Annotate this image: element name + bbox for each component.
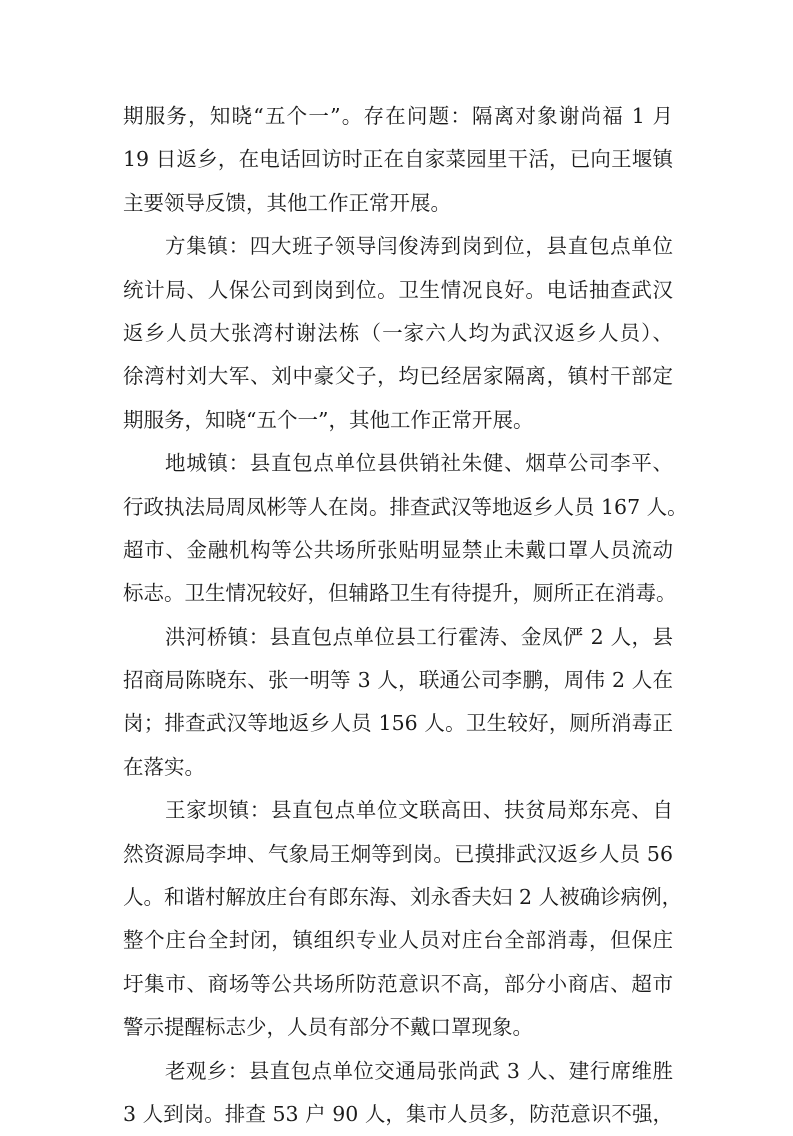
text-line: 行政执法局周凤彬等人在岗。排查武汉等地返乡人员 167 人。 [123, 494, 688, 519]
paragraph-fangji [123, 225, 673, 442]
text-line: 标志。卫生情况较好，但辅路卫生有待提升，厕所正在消毒。 [123, 581, 677, 606]
text-line: 3 人到岗。排查 53 户 90 人，集市人员多，防范意识不强， [123, 1101, 673, 1126]
text-line: 王家坝镇：县直包点单位文联高田、扶贫局郑东亮、自 [165, 798, 673, 823]
text-line: 人。和谐村解放庄台有郎东海、刘永香夫妇 2 人被确诊病例， [123, 885, 683, 910]
paragraph-honghe [123, 616, 673, 790]
text-line: 统计局、人保公司到岗到位。卫生情况良好。电话抽查武汉 [123, 277, 673, 302]
paragraph-laoguan [123, 1050, 673, 1136]
text-line: 圩集市、商场等公共场所防范意识不高，部分小商店、超市 [123, 971, 673, 996]
text-line: 返乡人员大张湾村谢法栋（一家六人均为武汉返乡人员）、 [123, 320, 673, 345]
text-line: 在落实。 [123, 754, 205, 779]
text-line: 岗；排查武汉等地返乡人员 156 人。卫生较好，厕所消毒正 [123, 711, 673, 736]
text-line: 方集镇：四大班子领导闫俊涛到岗到位，县直包点单位 [165, 234, 673, 259]
paragraph-wangjiaba [123, 789, 683, 1049]
text-line: 超市、金融机构等公共场所张贴明显禁止未戴口罩人员流动 [123, 537, 673, 562]
text-line: 19 日返乡，在电话回访时正在自家菜园里干活，已向王堰镇 [123, 147, 673, 172]
paragraph-continued [123, 95, 673, 225]
text-line: 老观乡：县直包点单位交通局张尚武 3 人、建行席维胜 [165, 1058, 673, 1083]
text-line: 招商局陈晓东、张一明等 3 人，联通公司李鹏，周伟 2 人在 [123, 668, 673, 693]
text-line: 期服务，知晓“五个一”，其他工作正常开展。 [123, 407, 534, 432]
text-line: 徐湾村刘大军、刘中豪父子，均已经居家隔离，镇村干部定 [123, 364, 673, 389]
document-body [123, 95, 688, 1136]
text-line: 主要领导反馈，其他工作正常开展。 [123, 190, 451, 215]
paragraph-dicheng [123, 442, 688, 616]
text-line: 地城镇：县直包点单位县供销社朱健、烟草公司李平、 [165, 451, 673, 476]
text-line: 期服务，知晓“五个一”。存在问题：隔离对象谢尚福 1 月 [123, 104, 673, 128]
text-line: 整个庄台全封闭，镇组织专业人员对庄台全部消毒，但保庄 [123, 928, 673, 953]
text-line: 警示提醒标志少，人员有部分不戴口罩现象。 [123, 1015, 533, 1040]
text-line: 然资源局李坤、气象局王炯等到岗。已摸排武汉返乡人员 56 [123, 841, 673, 866]
text-line: 洪河桥镇：县直包点单位县工行霍涛、金凤俨 2 人，县 [165, 624, 673, 649]
